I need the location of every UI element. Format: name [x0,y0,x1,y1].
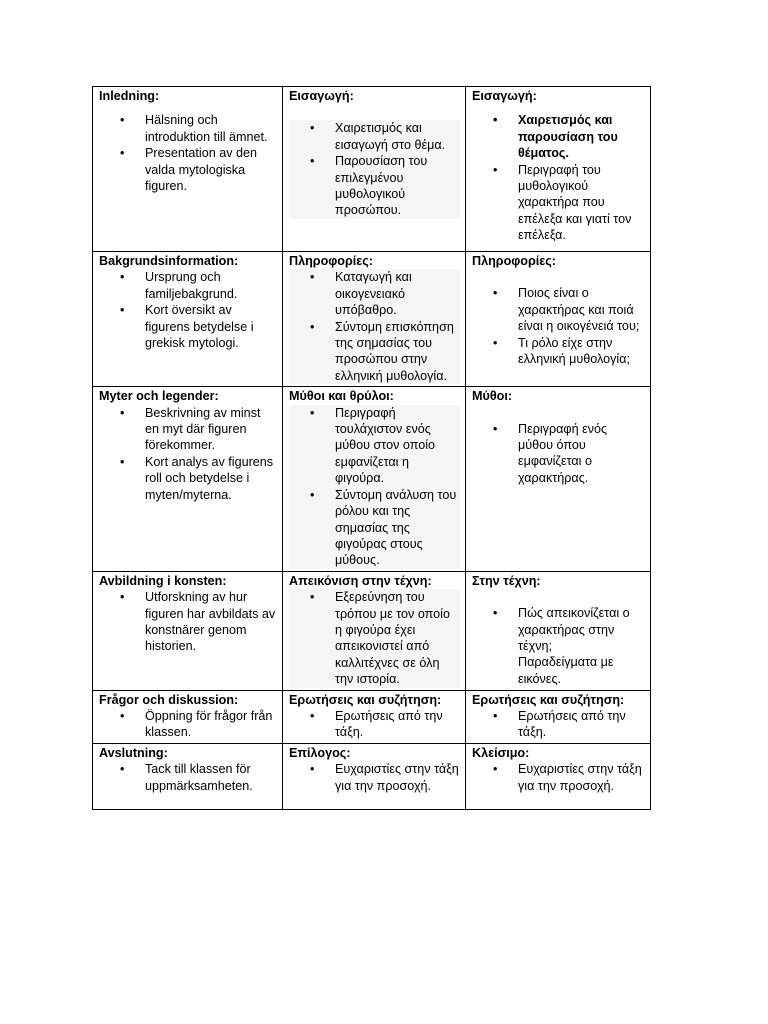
bullet-list [472,761,645,794]
list-item: • Ερωτήσεις από την τάξη. [335,708,460,741]
bullet-list [472,421,645,487]
list-item: • Περιγραφή τουλάχιστον ενός μύθου στον οποίο εμφανίζεται η φιγούρα. [335,405,460,487]
section-title: Εισαγωγή: [289,89,354,103]
list-continuation: Παραδείγματα με εικόνες. [518,655,614,686]
bullet-list [472,112,645,243]
list-item: • Παρουσίαση του επιλεγμένου μυθολογικού προσώπου. [335,153,460,219]
list-item: • Εξερεύνηση του τρόπου με τον οποίο η φιγούρα έχει απεικονιστεί από καλλιτέχνες σε όλη την ιστορία. [335,589,460,687]
section-title: Μύθοι και θρύλοι: [289,389,394,404]
bullet-list [99,589,277,655]
bullet-list [99,761,277,794]
cell-greek-simplified [466,743,651,809]
bullet-list [99,269,277,351]
cell-greek [283,252,466,387]
cell-swedish [93,387,283,571]
list-item: • Περιγραφή του μυθολογικού χαρακτήρα που επέλεξα και γιατί τον επέλεξα. [518,162,645,244]
table-row [93,743,651,809]
list-item: • Utforskning av hur figuren har avbildats av konstnärer genom historien. [145,589,277,655]
bullet-list [99,112,277,194]
section-title: Bakgrundsinformation: [99,254,239,268]
list-item: • Kort översikt av figurens betydelse i grekisk mytologi. [145,302,277,351]
section-title: Απεικόνιση στην τέχνη: [289,573,432,588]
cell-greek [283,743,466,809]
list-item: • Χαιρετισμός και εισαγωγή στο θέμα. [335,120,460,153]
section-title: Ερωτήσεις και συζήτηση: [289,692,442,707]
bullet-list [289,589,460,687]
cell-swedish [93,690,283,743]
table-row [93,690,651,743]
list-item: • Ποιος είναι ο χαρακτήρας και ποιά είναι η οικογένειά του; [518,285,645,334]
list-item: • Σύντομη επισκόπηση της σημασίας του προσώπου στην ελληνική μυθολογία. [335,319,460,385]
section-title: Avbildning i konsten: [99,573,227,588]
cell-swedish [93,571,283,690]
cell-greek-simplified [466,690,651,743]
section-title: Μύθοι: [472,389,513,404]
list-item: • Öppning för frågor från klassen. [145,708,277,741]
list-item: • Περιγραφή ενός μύθου όπου εμφανίζεται ο χαρακτήρας. [518,421,645,487]
cell-swedish [93,252,283,387]
list-item: • Καταγωγή και οικογενειακό υπόβαθρο. [335,269,460,318]
cell-greek-simplified [466,571,651,690]
section-title: Ερωτήσεις και συζήτηση: [472,692,625,707]
table-row [93,87,651,252]
cell-swedish [93,743,283,809]
cell-greek [283,690,466,743]
section-title: Myter och legender: [99,389,219,404]
cell-greek-simplified [466,252,651,387]
bullet-list [472,605,645,654]
bullet-list [289,405,460,569]
list-item: • Τι ρόλο είχε στην ελληνική μυθολογία; [518,335,645,368]
section-title: Πληροφορίες: [289,254,373,268]
section-title: Κλείσιμο: [472,745,530,760]
list-item: • Ερωτήσεις από την τάξη. [518,708,645,741]
list-item: • Χαιρετισμός και παρουσίαση του θέματος. [518,112,645,161]
cell-greek-simplified [466,87,651,252]
bullet-list [472,708,645,741]
bullet-list [99,708,277,741]
list-item: • Beskrivning av minst en myt där figuren förekommer. [145,405,277,454]
section-title: Στην τέχνη: [472,573,541,588]
table-row [93,252,651,387]
list-item: • Πώς απεικονίζεται ο χαρακτήρας στην τέχνη; [518,605,645,654]
section-title: Πληροφορίες: [472,254,556,268]
cell-greek-simplified [466,387,651,571]
presentation-outline-table [92,86,651,810]
list-item: • Hälsning och introduktion till ämnet. [145,112,277,145]
bullet-list [289,120,460,218]
section-title: Επίλογος: [289,745,351,760]
bullet-list [289,269,460,384]
bullet-list [472,285,645,367]
table-row [93,571,651,690]
section-title: Frågor och diskussion: [99,692,239,707]
section-title: Avslutning: [99,745,168,760]
list-item: • Kort analys av figurens roll och betydelse i myten/myterna. [145,454,277,503]
list-item: • Σύντομη ανάλυση του ρόλου και της σημασίας της φιγούρας στους μύθους. [335,487,460,569]
cell-swedish [93,87,283,252]
cell-greek [283,571,466,690]
list-item: • Ευχαριστίες στην τάξη για την προσοχή. [518,761,645,794]
section-title: Εισαγωγή: [472,89,537,103]
list-item: • Ευχαριστίες στην τάξη για την προσοχή. [335,761,460,794]
table-row [93,387,651,571]
bullet-list [289,761,460,794]
list-item: • Presentation av den valda mytologiska figuren. [145,145,277,194]
cell-greek [283,387,466,571]
bullet-list [289,708,460,741]
list-item: • Ursprung och familjebakgrund. [145,269,277,302]
section-title: Inledning: [99,89,160,103]
list-item: • Tack till klassen för uppmärksamheten. [145,761,277,794]
bullet-list [99,405,277,503]
cell-greek [283,87,466,252]
